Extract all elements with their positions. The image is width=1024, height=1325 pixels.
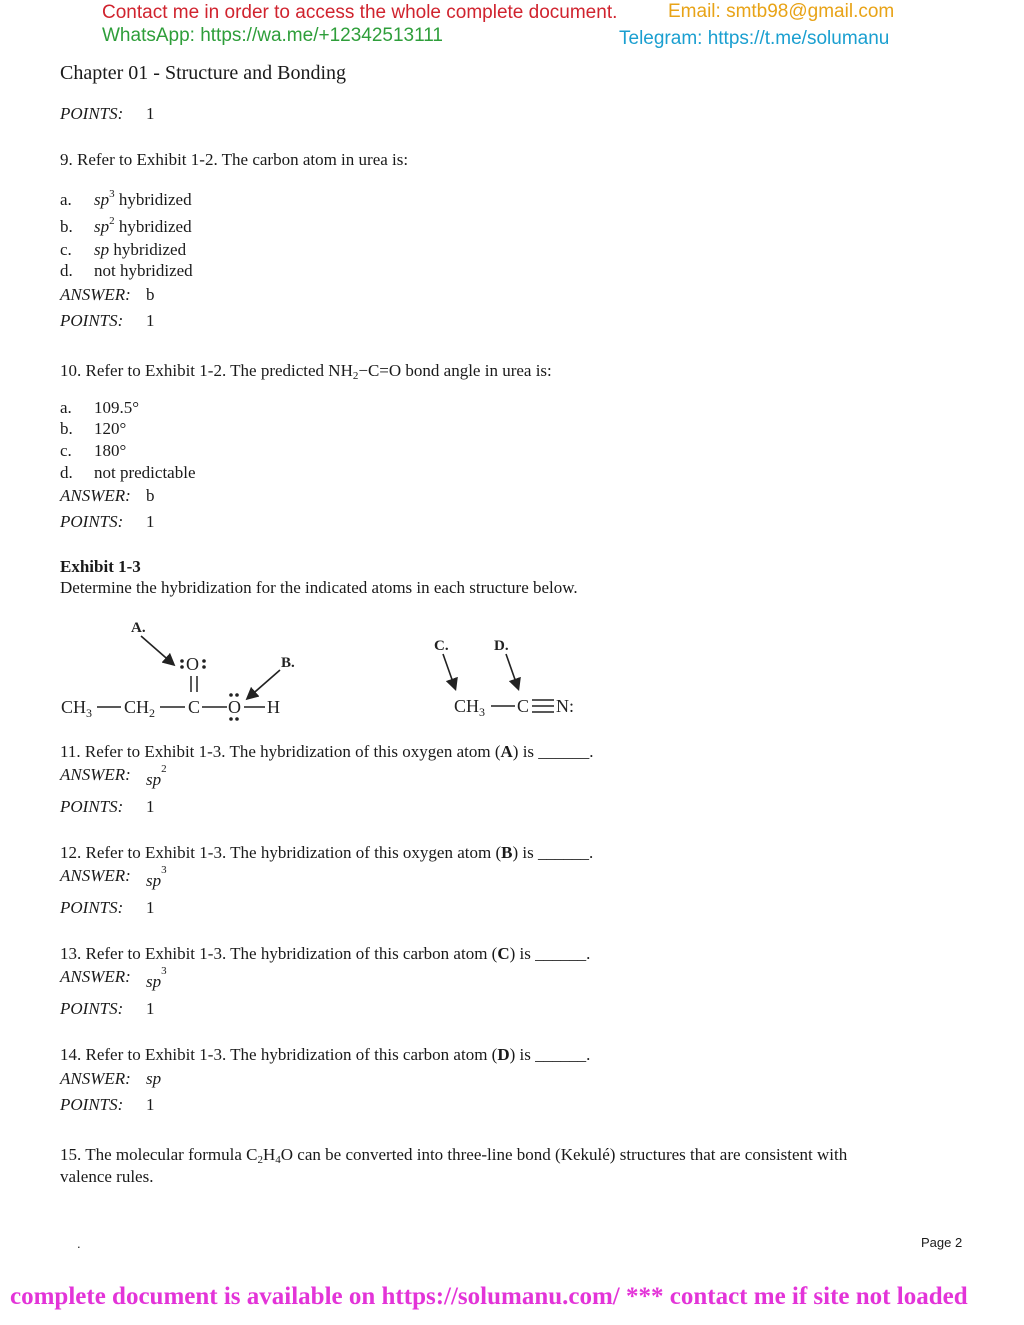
ch3-group: $CH_3$ [454,696,486,719]
option-text: 180° [94,441,127,460]
points-value: 1 [146,898,155,917]
answer-value: b [146,486,155,505]
oxygen-double: O [186,654,199,674]
points-label: POINTS: [60,898,124,917]
arrow-c-icon [443,654,455,688]
page-number: Page 2 [921,1235,963,1250]
q15-question [60,1145,847,1165]
question-text: −C=O bond angle in urea is: [358,361,552,380]
option-letter: d. [60,463,73,482]
question-atom: C [497,944,510,963]
option-text: hybridized [114,217,192,236]
points-label: POINTS: [60,999,124,1018]
whatsapp-link[interactable]: WhatsApp: https://wa.me/+12342513111 [102,25,443,46]
question-text: H [263,1145,276,1164]
answer-value: sp [146,1069,162,1088]
oxygen-single: O [228,697,241,717]
telegram-link[interactable]: Telegram: https://t.me/solumanu [619,28,890,49]
points-label: POINTS: [60,512,124,531]
option-sup: 2 [109,215,115,227]
nitrile-carbon: C [517,696,530,716]
q14-question [60,1045,590,1065]
question-atom: B [501,843,513,862]
exhibit-description: Determine the hybridization for the indicated atoms in each structure below. [60,578,578,597]
q9-option-b [60,217,192,237]
points-label: POINTS: [60,797,124,816]
option-letter: a. [60,398,72,417]
question-text: ) is ______. [512,843,594,862]
q10-option-b [60,419,126,439]
answer-label: ANSWER: [60,765,131,784]
contact-notice: Contact me in order to access the whole complete document. [102,2,618,23]
question-atom: D [497,1045,510,1064]
q15-question-line2: valence rules. [60,1167,154,1186]
q9-question: 9. Refer to Exhibit 1-2. The carbon atom in urea is: [60,150,409,169]
answer-sup: 2 [161,763,167,775]
question-text: 14. Refer to Exhibit 1-3. The hybridization of this carbon atom ( [60,1045,498,1064]
answer-label: ANSWER: [60,486,131,505]
option-text: not predictable [94,463,196,482]
option-text: hybridized [114,190,192,209]
question-text: ) is ______. [509,1045,591,1064]
carbonyl-carbon: C [188,697,201,717]
option-text: hybridized [109,240,187,259]
option-base: sp [94,217,110,236]
q11-question [60,742,594,762]
q10-option-d [60,463,196,483]
question-text: 15. The molecular formula C [60,1145,258,1164]
q10-question [60,361,552,381]
option-letter: d. [60,261,73,280]
q9-answer [60,285,155,305]
points-value: 1 [146,512,155,531]
question-sub: 2 [352,370,359,382]
points-label: POINTS: [60,104,124,123]
points-value: 1 [146,1095,155,1114]
question-text: 12. Refer to Exhibit 1-3. The hybridization of this oxygen atom ( [60,843,502,862]
points-value: 1 [146,311,155,330]
structure-2-diagram [434,630,590,725]
option-letter: c. [60,441,72,460]
label-a: A. [131,620,146,636]
option-text: not hybridized [94,261,193,280]
answer-label: ANSWER: [60,1069,131,1088]
q12-question [60,843,593,863]
label-b: B. [281,655,295,671]
answer-label: ANSWER: [60,285,131,304]
q14-answer [60,1069,161,1089]
q8-points [60,104,155,124]
label-c: C. [434,638,449,654]
nitrogen-atom: N: [556,696,574,716]
option-base: sp [94,240,110,259]
footer-dot: . [77,1236,81,1251]
q10-option-c [60,441,126,461]
answer-value: sp [146,871,162,890]
q12-points [60,898,155,918]
q11-points [60,797,155,817]
answer-sup: 3 [161,864,167,876]
footer-banner-link[interactable]: complete document is available on https://solumanu.com/ *** contact me if site not loaded [10,1283,968,1310]
question-text: 11. Refer to Exhibit 1-3. The hybridization of this oxygen atom ( [60,742,501,761]
q9-option-c [60,240,186,260]
formula-sub: 4 [275,1154,281,1166]
q9-option-a [60,190,192,210]
points-label: POINTS: [60,1095,124,1114]
ch3-group: $CH_3$ [61,697,93,720]
question-text: ) is ______. [512,742,594,761]
points-value: 1 [146,999,155,1018]
points-label: POINTS: [60,311,124,330]
email-link[interactable]: Email: smtb98@gmail.com [668,1,895,22]
question-text: 13. Refer to Exhibit 1-3. The hybridization of this carbon atom ( [60,944,498,963]
question-text: ) is ______. [509,944,591,963]
option-text: 109.5° [94,398,140,417]
q12-answer [60,864,167,890]
option-letter: a. [60,190,72,209]
question-text: O can be converted into three-line bond (Kekulé) structures that are consistent with [280,1145,848,1164]
arrow-d-icon [506,654,518,688]
answer-value: sp [146,972,162,991]
exhibit-title: Exhibit 1-3 [60,557,141,576]
answer-sup: 3 [161,965,167,977]
q13-points [60,999,155,1019]
option-base: sp [94,190,110,209]
question-atom: A [500,742,513,761]
formula-sub: 2 [257,1154,263,1166]
answer-label: ANSWER: [60,866,131,885]
q9-option-d [60,261,193,281]
arrow-b-icon [248,670,280,698]
q10-answer [60,486,155,506]
q14-points [60,1095,155,1115]
q13-answer [60,965,167,991]
arrow-a-icon [141,636,173,664]
q10-points [60,512,155,532]
chapter-title: Chapter 01 - Structure and Bonding [60,62,347,84]
question-text: 10. Refer to Exhibit 1-2. The predicted NH [60,361,353,380]
ch2-group: $CH_2$ [124,697,156,720]
q9-points [60,311,155,331]
option-letter: b. [60,419,73,438]
points-value: 1 [146,104,155,123]
structure-1-diagram [55,612,315,727]
option-text: 120° [94,419,127,438]
q10-option-a [60,398,139,418]
q11-answer [60,763,167,789]
points-value: 1 [146,797,155,816]
q13-question [60,944,590,964]
option-sup: 3 [109,188,115,200]
hydrogen-atom: H [267,697,280,717]
answer-value: sp [146,770,162,789]
answer-value: b [146,285,155,304]
option-letter: b. [60,217,73,236]
answer-label: ANSWER: [60,967,131,986]
label-d: D. [494,638,509,654]
option-letter: c. [60,240,72,259]
